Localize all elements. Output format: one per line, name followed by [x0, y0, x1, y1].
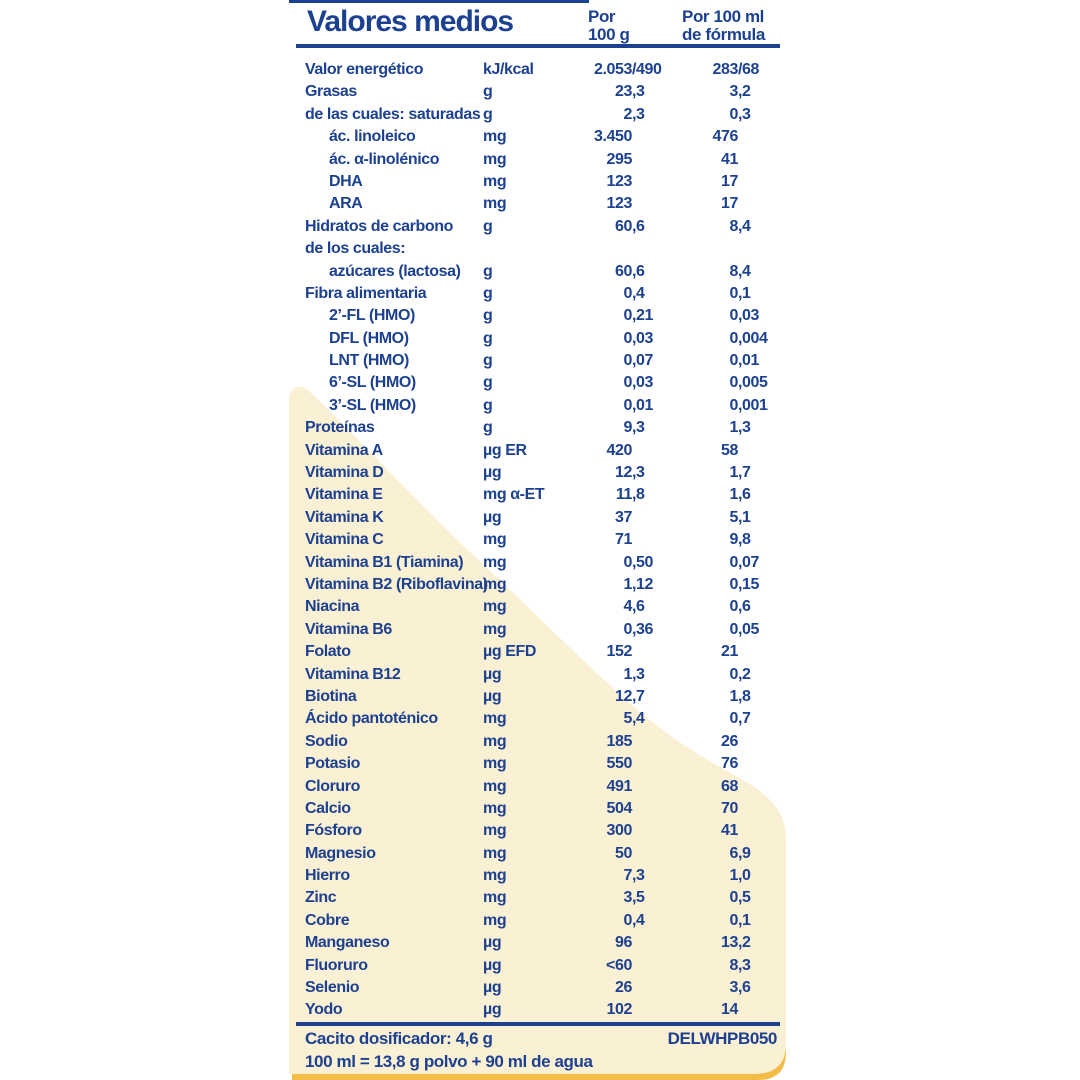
value-per-100g: 295 [606, 150, 632, 168]
header-divider [296, 44, 780, 48]
nutrient-label: Fibra alimentaria [305, 284, 427, 302]
nutrient-label: Vitamina C [305, 531, 384, 549]
table-row [0, 216, 1080, 238]
scoop-info: Cacito dosificador: 4,6 g [305, 1029, 493, 1048]
table-row [0, 171, 1080, 193]
value-per-100ml: 17 [721, 195, 738, 213]
value-per-100ml: 0,01 [729, 352, 760, 370]
value-per-100g: 491 [606, 777, 632, 795]
value-per-100ml: 0,03 [729, 307, 760, 325]
value-per-100g: 185 [606, 732, 632, 750]
table-row [0, 686, 1080, 708]
table-row [0, 932, 1080, 954]
table-row [0, 59, 1080, 81]
nutrient-label: Grasas [305, 83, 357, 101]
value-per-100ml: 6,9 [729, 844, 751, 862]
nutrient-unit: mg [483, 128, 507, 146]
nutrient-unit: g [483, 284, 493, 302]
nutrient-label: Proteínas [305, 419, 375, 437]
nutrient-unit: mg [483, 732, 507, 750]
nutrient-label: Fluoruro [305, 956, 368, 974]
table-row [0, 261, 1080, 283]
value-per-100g: 2,3 [623, 105, 645, 123]
table-row [0, 372, 1080, 394]
table-row [0, 977, 1080, 999]
value-per-100g: 26 [615, 979, 632, 997]
nutrient-unit: g [483, 307, 493, 325]
column-header-line: Por 100 ml [682, 7, 764, 26]
nutrient-unit: mg [483, 777, 507, 795]
value-per-100ml: 0,004 [729, 329, 768, 347]
nutrient-unit: mg [483, 710, 507, 728]
nutrient-label: Ácido pantoténico [305, 710, 438, 728]
nutrient-unit: µg [483, 934, 502, 952]
value-per-100g: 102 [606, 1001, 632, 1019]
nutrient-unit: mg [483, 195, 507, 213]
table-row [0, 462, 1080, 484]
value-per-100ml: 41 [721, 822, 738, 840]
nutrient-label: Selenio [305, 979, 360, 997]
nutrient-label: Valor energético [305, 61, 424, 78]
value-per-100ml [628, 238, 738, 260]
value-per-100g: 0,21 [623, 307, 654, 325]
nutrient-unit: g [483, 419, 493, 437]
nutrient-unit: mg [483, 172, 507, 190]
value-per-100g: 0,03 [623, 374, 654, 392]
table-row [0, 708, 1080, 730]
nutrient-unit: mg [483, 911, 507, 929]
nutrient-unit: mg [483, 867, 507, 885]
value-per-100ml: 0,6 [729, 598, 751, 616]
table-row [0, 820, 1080, 842]
mix-instructions: 100 ml = 13,8 g polvo + 90 ml de agua [305, 1052, 593, 1071]
value-per-100g: 3,5 [623, 889, 645, 907]
value-per-100ml: 5,1 [729, 508, 751, 526]
nutrient-unit: g [483, 352, 493, 370]
nutrient-label: de los cuales: [305, 240, 406, 258]
value-per-100g: 37 [615, 508, 632, 526]
nutrient-unit: kJ/kcal [483, 61, 534, 78]
nutrient-label: 2’-FL (HMO) [329, 307, 415, 325]
value-per-100g: 23,3 [615, 83, 645, 101]
value-per-100g: 0,4 [623, 284, 645, 302]
nutrient-label: Vitamina B6 [305, 620, 392, 638]
value-per-100g: 420 [606, 441, 632, 459]
value-per-100g: 2.053/490 [593, 61, 662, 78]
value-per-100ml: 1,3 [729, 419, 751, 437]
nutrient-unit: mg [483, 799, 507, 817]
nutrient-unit: µg [483, 979, 502, 997]
value-per-100ml: 3,2 [729, 83, 751, 101]
nutrient-label: Zinc [305, 889, 337, 907]
value-per-100g: 0,07 [623, 352, 654, 370]
table-row [0, 238, 1080, 260]
table-row [0, 440, 1080, 462]
table-row [0, 484, 1080, 506]
nutrient-label: Cloruro [305, 777, 360, 795]
value-per-100g [520, 238, 632, 260]
nutrient-label: Fósforo [305, 822, 362, 840]
nutrient-label: Magnesio [305, 844, 376, 862]
nutrient-label: ác. linoleico [329, 128, 416, 146]
nutrient-unit: µg ER [483, 441, 527, 459]
page-title: Valores medios [307, 5, 514, 38]
nutrient-unit: mg [483, 575, 507, 593]
nutrient-unit: µg [483, 464, 502, 482]
nutrient-label: Calcio [305, 799, 351, 817]
value-per-100ml: 1,6 [729, 486, 751, 504]
nutrient-label: Vitamina D [305, 464, 384, 482]
nutrient-unit: mg [483, 822, 507, 840]
value-per-100g: 71 [615, 531, 632, 549]
value-per-100ml: 1,0 [729, 867, 751, 885]
value-per-100g: 11,8 [615, 486, 645, 504]
value-per-100ml: 58 [721, 441, 738, 459]
table-row [0, 753, 1080, 775]
value-per-100g: 3.450 [593, 128, 632, 146]
nutrient-label: 3’-SL (HMO) [329, 396, 416, 414]
value-per-100ml: 283/68 [712, 61, 760, 78]
table-row [0, 596, 1080, 618]
nutrient-unit: mg [483, 150, 507, 168]
value-per-100ml: 0,2 [729, 665, 751, 683]
nutrient-label: Vitamina A [305, 441, 383, 459]
table-row [0, 843, 1080, 865]
value-per-100ml: 476 [712, 128, 738, 146]
value-per-100g: 9,3 [623, 419, 645, 437]
value-per-100g: 123 [606, 195, 632, 213]
table-row [0, 798, 1080, 820]
table-row [0, 417, 1080, 439]
nutrient-label: Vitamina B1 (Tiamina) [305, 553, 464, 571]
value-per-100ml: 0,001 [729, 396, 768, 414]
nutrient-label: ác. α-linolénico [329, 150, 440, 168]
nutrient-unit: µg [483, 1001, 502, 1019]
value-per-100g: 12,7 [615, 687, 645, 705]
nutrient-label: DHA [329, 172, 363, 190]
table-row [0, 664, 1080, 686]
nutrient-label: Yodo [305, 1001, 343, 1019]
value-per-100ml: 70 [721, 799, 738, 817]
table-row [0, 552, 1080, 574]
nutrient-label: Vitamina K [305, 508, 384, 526]
table-row [0, 887, 1080, 909]
column-header-line: Por [588, 7, 616, 26]
nutrient-unit: mg [483, 531, 507, 549]
nutrient-unit: µg [483, 508, 502, 526]
nutrient-label: Biotina [305, 687, 357, 705]
value-per-100ml: 41 [721, 150, 738, 168]
value-per-100ml: 76 [721, 755, 738, 773]
value-per-100g: 123 [606, 172, 632, 190]
nutrient-unit: g [483, 105, 493, 123]
table-row [0, 955, 1080, 977]
value-per-100ml: 1,7 [729, 464, 751, 482]
nutrient-unit: mg [483, 844, 507, 862]
value-per-100ml: 0,1 [729, 911, 751, 929]
value-per-100ml: 8,3 [729, 956, 751, 974]
table-row [0, 619, 1080, 641]
nutrient-unit: g [483, 374, 493, 392]
batch-code: DELWHPB050 [667, 1029, 777, 1048]
top-divider [289, 0, 589, 3]
nutrient-label: Folato [305, 643, 351, 661]
nutrient-label: Hidratos de carbono [305, 217, 453, 235]
value-per-100g: 1,3 [623, 665, 645, 683]
table-row [0, 81, 1080, 103]
table-row [0, 193, 1080, 215]
table-row [0, 305, 1080, 327]
value-per-100g: 96 [615, 934, 632, 952]
nutrient-label: Hierro [305, 867, 350, 885]
value-per-100ml: 0,005 [729, 374, 768, 392]
value-per-100g: 5,4 [623, 710, 645, 728]
nutrient-unit: mg [483, 620, 507, 638]
value-per-100g: 1,12 [623, 575, 654, 593]
value-per-100ml: 17 [721, 172, 738, 190]
value-per-100g: 60,6 [615, 217, 645, 235]
nutrient-unit: mg α-ET [483, 486, 545, 504]
value-per-100ml: 0,7 [729, 710, 751, 728]
footer-divider [296, 1022, 780, 1026]
value-per-100ml: 0,3 [729, 105, 751, 123]
value-per-100g: 550 [606, 755, 632, 773]
table-row [0, 641, 1080, 663]
nutrient-label: Cobre [305, 911, 350, 929]
nutrient-unit: µg [483, 687, 502, 705]
value-per-100g: 300 [606, 822, 632, 840]
table-row [0, 350, 1080, 372]
value-per-100ml: 21 [721, 643, 738, 661]
nutrient-unit: g [483, 329, 493, 347]
value-per-100g: 152 [606, 643, 632, 661]
value-per-100g: 4,6 [623, 598, 645, 616]
nutrient-unit: µg EFD [483, 643, 537, 661]
table-body [0, 59, 1080, 1022]
nutrient-unit: µg [483, 956, 502, 974]
column-header-line: de fórmula [682, 25, 765, 44]
table-row [0, 574, 1080, 596]
table-row [0, 104, 1080, 126]
nutrient-label: Manganeso [305, 934, 390, 952]
table-row [0, 395, 1080, 417]
column-header-per-100g [588, 8, 629, 44]
nutrient-label: Vitamina B2 (Riboflavina) [305, 575, 488, 593]
table-row [0, 328, 1080, 350]
value-per-100g: 504 [606, 799, 632, 817]
value-per-100ml: 9,8 [729, 531, 751, 549]
value-per-100ml: 8,4 [729, 217, 751, 235]
nutrient-label: Niacina [305, 598, 360, 616]
value-per-100ml: 14 [721, 1001, 738, 1019]
value-per-100g: 0,36 [623, 620, 654, 638]
table-row [0, 507, 1080, 529]
table-row [0, 529, 1080, 551]
nutrient-label: de las cuales: saturadas [305, 105, 481, 123]
value-per-100ml: 26 [721, 732, 738, 750]
nutrient-label: Vitamina E [305, 486, 383, 504]
value-per-100ml: 1,8 [729, 687, 751, 705]
value-per-100ml: 8,4 [729, 262, 751, 280]
nutrient-unit: g [483, 396, 493, 414]
table-row [0, 999, 1080, 1021]
nutrient-unit: g [483, 217, 493, 235]
value-per-100g: <60 [606, 956, 632, 974]
value-per-100g: 0,01 [623, 396, 654, 414]
nutrient-unit: mg [483, 755, 507, 773]
nutrient-label: ARA [329, 195, 363, 213]
value-per-100ml: 0,15 [729, 575, 760, 593]
value-per-100g: 0,03 [623, 329, 654, 347]
nutrient-label: 6’-SL (HMO) [329, 374, 416, 392]
value-per-100ml: 0,5 [729, 889, 751, 907]
nutrient-label: LNT (HMO) [329, 352, 409, 370]
value-per-100ml: 68 [721, 777, 738, 795]
value-per-100g: 0,4 [623, 911, 645, 929]
table-row [0, 149, 1080, 171]
value-per-100g: 0,50 [623, 553, 654, 571]
nutrient-unit: mg [483, 553, 507, 571]
table-row [0, 910, 1080, 932]
nutrient-label: DFL (HMO) [329, 329, 409, 347]
value-per-100ml: 13,2 [721, 934, 751, 952]
value-per-100g: 12,3 [615, 464, 645, 482]
value-per-100g: 7,3 [623, 867, 645, 885]
nutrient-unit: mg [483, 889, 507, 907]
nutrient-unit: g [483, 262, 493, 280]
nutrient-label: Sodio [305, 732, 348, 750]
value-per-100g: 60,6 [615, 262, 645, 280]
value-per-100g: 50 [615, 844, 632, 862]
column-header-per-100ml [682, 8, 765, 44]
nutrient-label: Potasio [305, 755, 360, 773]
nutrient-unit: µg [483, 665, 502, 683]
table-row [0, 731, 1080, 753]
nutrient-label: azúcares (lactosa) [329, 262, 461, 280]
nutrient-unit: g [483, 83, 493, 101]
table-row [0, 126, 1080, 148]
value-per-100ml: 0,07 [729, 553, 760, 571]
table-row [0, 865, 1080, 887]
value-per-100ml: 0,05 [729, 620, 760, 638]
table-row [0, 283, 1080, 305]
nutrient-unit: mg [483, 598, 507, 616]
table-row [0, 776, 1080, 798]
value-per-100ml: 3,6 [729, 979, 751, 997]
value-per-100ml: 0,1 [729, 284, 751, 302]
nutrient-label: Vitamina B12 [305, 665, 401, 683]
column-header-line: 100 g [588, 25, 630, 44]
